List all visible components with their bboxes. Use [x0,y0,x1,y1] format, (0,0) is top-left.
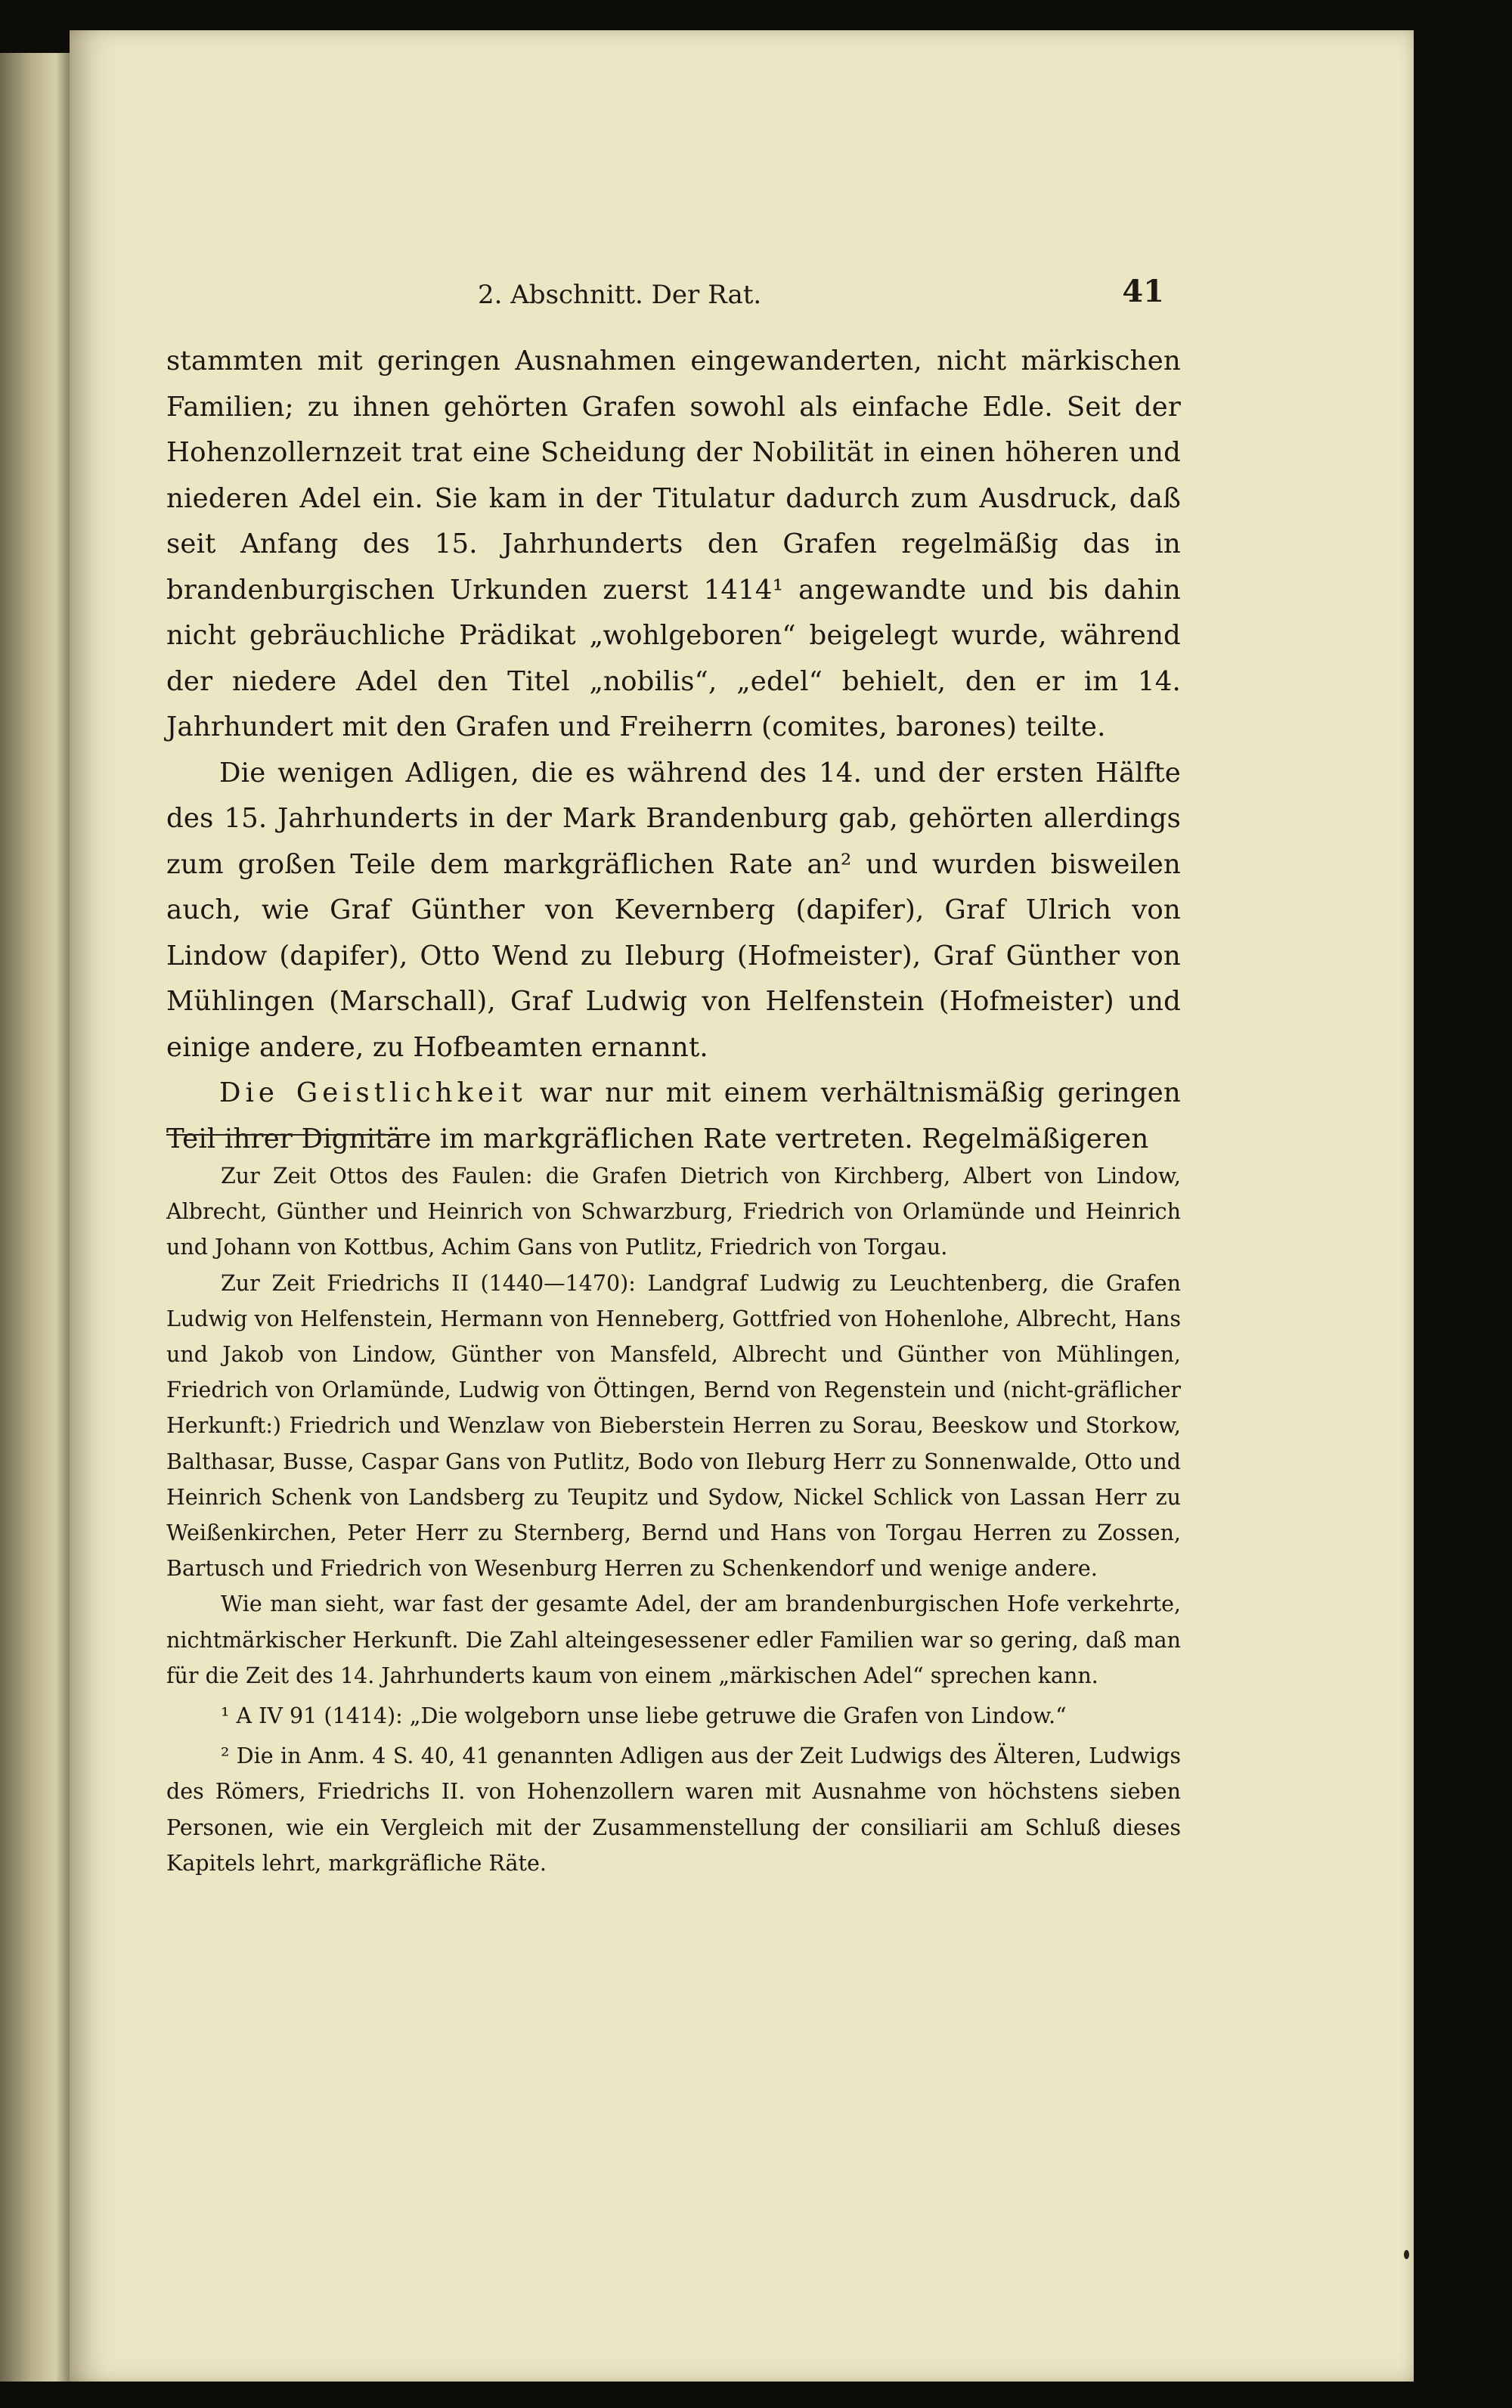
footnote-rule [166,1134,407,1136]
footnote-2: ² Die in Anm. 4 S. 40, 41 genannten Adligen aus der Zeit Ludwigs des Älteren, Ludwigs des Römers, Friedrichs II. von Hohenzollern waren mit Ausnahme von höchstens sieben Personen, wie ein Vergleich mit der Zusammenstellung der consiliarii am Schluß dieses Kapitels lehrt, markgräfliche Räte. [166,1743,1181,1876]
page-number: 41 [1122,274,1164,309]
paragraph-1: stammten mit geringen Ausnahmen eingewanderten, nicht märkischen Familien; zu ihnen gehörten Grafen sowohl als einfache Edle. Seit der Hohenzollernzeit trat eine Scheidung der Nobilität in einen höheren und niederen Adel ein. Sie kam in der Titulatur dadurch zum Ausdruck, daß seit Anfang des 15. Jahrhunderts den Grafen regelmäßig das in brandenburgischen Urkunden zuerst 1414¹ angewandte und bis dahin nicht gebräuchliche Prädikat „wohlgeboren“ beigelegt wurde, während der niedere Adel den Titel „nobilis“, „edel“ behielt, den er im 14. Jahrhundert mit den Grafen und Freiherrn (comites, barones) teilte. [166,346,1181,742]
book-page [70,30,1414,2382]
paragraph-2: Die wenigen Adligen, die es während des 14. und der ersten Hälfte des 15. Jahrhunderts in der Mark Brandenburg gab, gehörten allerdings zum großen Teile dem markgräflichen Rate an² und wurden bisweilen auch, wie Graf Günther von Kevernberg (dapifer), Graf Ulrich von Lindow (dapifer), Otto Wend zu Ileburg (Hofmeister), Graf Günther von Mühlingen (Marschall), Graf Ludwig von Helfenstein (Hofmeister) und einige andere, zu Hofbeamten ernannt. [166,757,1181,1063]
main-text [166,339,1181,1162]
running-title: 2. Abschnitt. Der Rat. [478,280,762,310]
spaced-term: Die Geistlichkeit [219,1077,527,1108]
footnote-summary: Wie man sieht, war fast der gesamte Adel, der am brandenburgischen Hofe verkehrte, nichtmärkischer Herkunft. Die Zahl alteingesessener edler Familien war so gering, daß man für die Zeit des 14. Jahrhunderts kaum von einem „märkischen Adel“ sprechen kann. [166,1591,1181,1688]
page-header [70,274,1414,319]
footnotes [166,1158,1181,1881]
paragraph-3-text: war nur mit einem verhältnismäßig geringen Teil ihrer Dignitäre im markgräflichen Rate vertreten. Regelmäßigeren [166,1077,1181,1154]
left-page-edge [0,53,70,2382]
footnote-otto: Zur Zeit Ottos des Faulen: die Grafen Dietrich von Kirchberg, Albert von Lindow, Albrecht, Günther und Heinrich von Schwarzburg, Friedrich von Orlamünde und Heinrich und Johann von Kottbus, Achim Gans von Putlitz, Friedrich von Torgau. [166,1164,1181,1260]
footnote-friedrich: Zur Zeit Friedrichs II (1440—1470): Landgraf Ludwig zu Leuchtenberg, die Grafen Ludwig von Helfenstein, Hermann von Henneberg, Gottfried von Hohenlohe, Albrecht, Hans und Jakob von Lindow, Günther von Mansfeld, Albrecht und Günther von Mühlingen, Friedrich von Orlamünde, Ludwig von Öttingen, Bernd von Regenstein und (nicht-gräflicher Herkunft:) Friedrich und Wenzlaw von Bieberstein Herren zu Sorau, Beeskow und Storkow, Balthasar, Busse, Caspar Gans von Putlitz, Bodo von Ileburg Herr zu Sonnenwalde, Otto und Heinrich Schenk von Landsberg zu Teupitz und Sydow, Nickel Schlick von Lassan Herr zu Weißenkirchen, Peter Herr zu Sternberg, Bernd und Hans von Torgau Herren zu Zossen, Bartusch und Friedrich von Wesenburg Herren zu Schenkendorf und wenige andere. [166,1270,1181,1582]
paragraph-3 [166,1071,1181,1162]
paper-speck [1404,2250,1409,2259]
footnote-1: ¹ A IV 91 (1414): „Die wolgeborn unse liebe getruwe die Grafen von Lindow.“ [221,1703,1067,1729]
